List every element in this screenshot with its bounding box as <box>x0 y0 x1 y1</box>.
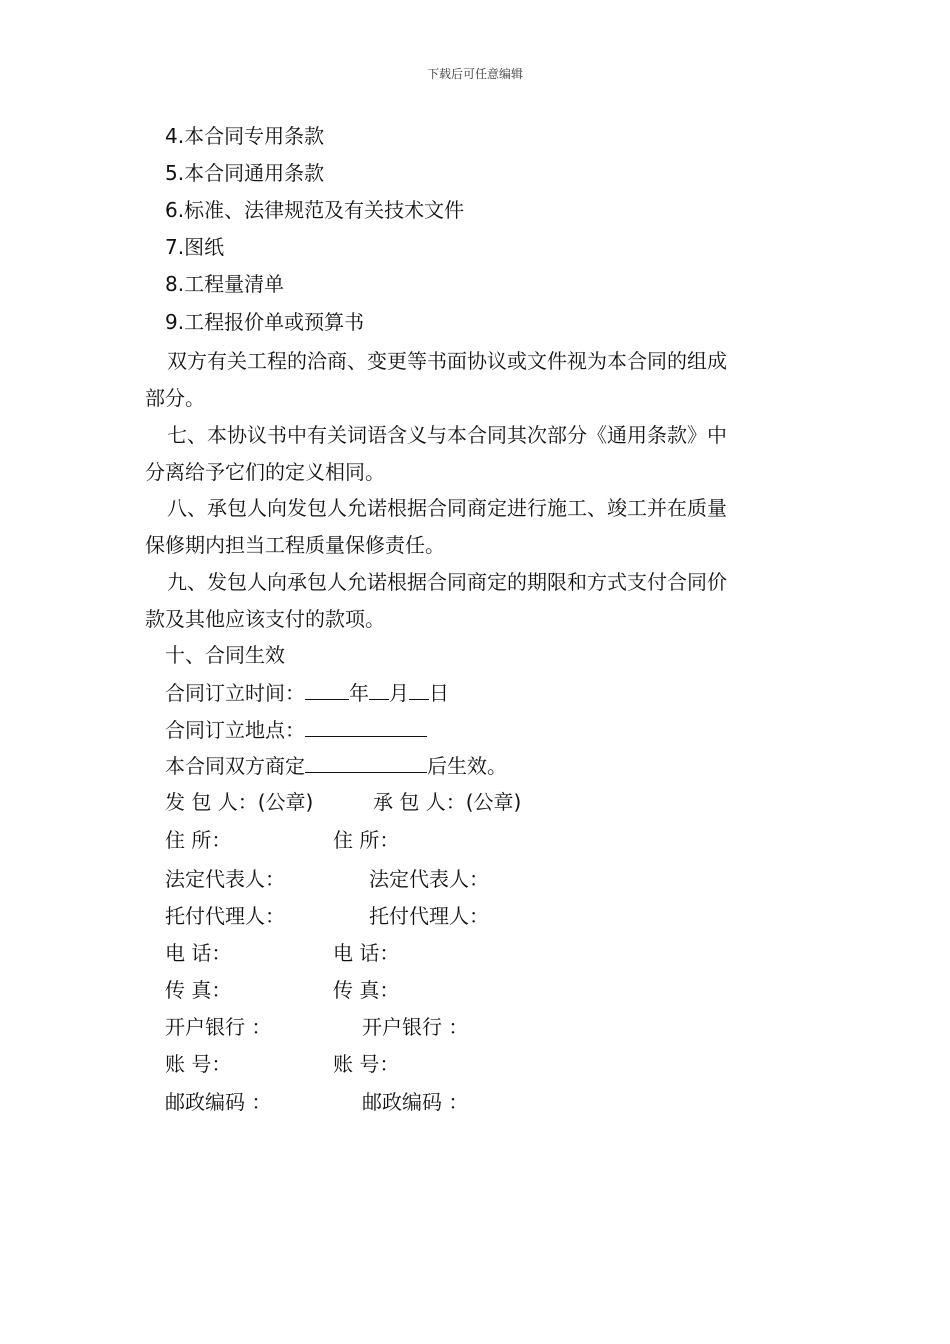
employer-bank-label: 开户银行 ： <box>165 1015 272 1039</box>
composition-paragraph-line: 部分。 <box>145 386 205 410</box>
effective-blank <box>305 752 427 773</box>
contractor-phone-label: 电 话： <box>333 941 400 965</box>
contractor-fax-label: 传 真： <box>333 978 400 1002</box>
list-item: 7.图纸 <box>165 235 225 259</box>
clause-7-line: 七、本协议书中有关词语含义与本合同其次部分《通用条款》中 <box>167 423 727 447</box>
sign-time-line <box>165 679 449 706</box>
clause-9-line: 款及其他应该支付的款项。 <box>145 607 385 631</box>
employer-legal-rep-label: 法定代表人： <box>165 867 285 891</box>
employer-account-label: 账 号： <box>165 1052 232 1076</box>
contractor-bank-label: 开户银行 ： <box>362 1015 469 1039</box>
year-blank <box>305 679 349 700</box>
composition-paragraph-line: 双方有关工程的洽商、变更等书面协议或文件视为本合同的组成 <box>167 349 727 373</box>
clause-9-line: 九、发包人向承包人允诺根据合同商定的期限和方式支付合同价 <box>167 570 727 594</box>
contractor-agent-label: 托付代理人： <box>369 904 489 928</box>
effective-line <box>165 752 507 779</box>
contractor-postcode-label: 邮政编码 ： <box>362 1090 469 1114</box>
list-item: 9.工程报价单或预算书 <box>165 310 365 334</box>
day-label: 日 <box>429 681 449 705</box>
list-item: 8.工程量清单 <box>165 272 285 296</box>
contractor-legal-rep-label: 法定代表人： <box>369 867 489 891</box>
sign-place-line <box>165 716 427 743</box>
employer-postcode-label: 邮政编码 ： <box>165 1090 272 1114</box>
clause-10-title: 十、合同生效 <box>165 643 285 667</box>
month-label: 月 <box>389 681 409 705</box>
effective-suffix: 后生效。 <box>427 754 507 778</box>
list-item: 5.本合同通用条款 <box>165 161 325 185</box>
contractor-seal-label: 承 包 人：(公章) <box>373 790 522 814</box>
month-blank <box>369 679 389 700</box>
contractor-address-label: 住 所： <box>333 828 400 852</box>
employer-seal-label: 发 包 人：(公章) <box>165 790 314 814</box>
employer-agent-label: 托付代理人： <box>165 904 285 928</box>
sign-place-blank <box>305 716 427 737</box>
effective-prefix: 本合同双方商定 <box>165 754 305 778</box>
clause-8-line: 保修期内担当工程质量保修责任。 <box>145 533 445 557</box>
day-blank <box>409 679 429 700</box>
sign-time-label: 合同订立时间： <box>165 681 305 705</box>
contractor-account-label: 账 号： <box>333 1052 400 1076</box>
sign-place-label: 合同订立地点： <box>165 718 305 742</box>
employer-address-label: 住 所： <box>165 828 232 852</box>
clause-7-line: 分离给予它们的定义相同。 <box>145 460 385 484</box>
page-header: 下载后可任意编辑 <box>426 67 523 81</box>
year-label: 年 <box>349 681 369 705</box>
clause-8-line: 八、承包人向发包人允诺根据合同商定进行施工、竣工并在质量 <box>167 496 727 520</box>
list-item: 4.本合同专用条款 <box>165 124 325 148</box>
employer-phone-label: 电 话： <box>165 941 232 965</box>
employer-fax-label: 传 真： <box>165 978 232 1002</box>
list-item: 6.标准、法律规范及有关技术文件 <box>165 198 465 222</box>
